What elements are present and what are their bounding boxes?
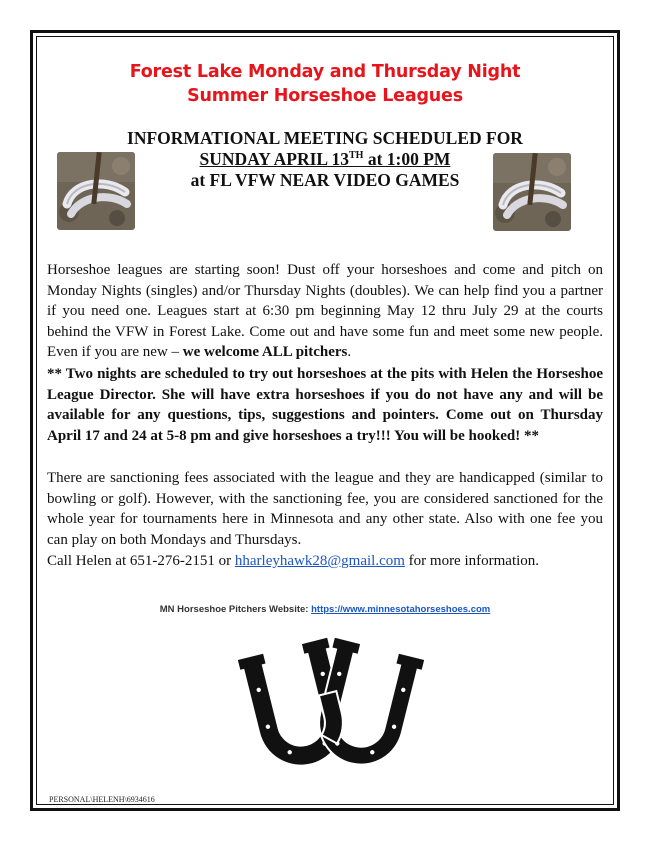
intro-paragraph: [47, 260, 603, 363]
website-label: MN Horseshoe Pitchers Website:: [159, 604, 312, 615]
intro-bold-text: we welcome ALL pitchers: [182, 344, 348, 360]
title-line-2: Summer Horseshoe Leagues: [187, 86, 463, 106]
website-line: [0, 604, 650, 615]
horseshoe-photo-right: [493, 153, 571, 231]
meeting-date-time: at 1:00 PM: [363, 149, 451, 169]
interlocked-horseshoes-icon: [226, 636, 436, 786]
tryout-paragraph: ** Two nights are scheduled to try out horseshoes at the pits with Helen the Horseshoe League Director. She will have extra horseshoes if you do not have any and will be available for any questions, tips, suggestions and pointers. Come out on Thursday April 17 and 24 at 5-8 pm and give horseshoes a try!!! You will be hooked! **: [47, 366, 603, 444]
horseshoe-photo-left: [57, 152, 135, 230]
title-line-1: Forest Lake Monday and Thursday Night: [129, 62, 521, 82]
fees-paragraph: There are sanctioning fees associated with the league and they are handicapped (similar to bowling or golf). However, with the sanctioning fee, you are considered sanctioned for the whole year for tournaments here in Minnesota and any other state. Also with one fee you can play on both Mondays and Thursdays.: [47, 470, 603, 548]
website-link[interactable]: https://www.minnesotahorseshoes.com: [311, 604, 491, 615]
meeting-heading: INFORMATIONAL MEETING SCHEDULED FOR: [127, 128, 523, 148]
footer-doc-id: PERSONAL\HELENH\6934616: [49, 795, 155, 804]
meeting-date-suffix-sup: TH: [348, 150, 364, 161]
meeting-location: at FL VFW NEAR VIDEO GAMES: [190, 170, 460, 190]
email-link[interactable]: hharleyhawk28@gmail.com: [234, 553, 405, 569]
contact-paragraph: [47, 551, 603, 572]
intro-end: .: [347, 344, 352, 360]
contact-suffix: for more information.: [404, 553, 540, 569]
intro-text: Horseshoe leagues are starting soon! Dust off your horseshoes and come and pitch on Monday Nights (singles) and/or Thursday Nights (doubles). We can help find you a partner if you need one. Leagues start at 6:30 pm beginning May 12 thru July 29 at the courts behind the VFW in Forest Lake. Come out and have some fun and meet some new people. Even if you are new –: [47, 262, 603, 360]
contact-prefix: Call Helen at 651-276-2151 or: [47, 553, 235, 569]
meeting-date-day: SUNDAY APRIL 13: [199, 149, 349, 169]
